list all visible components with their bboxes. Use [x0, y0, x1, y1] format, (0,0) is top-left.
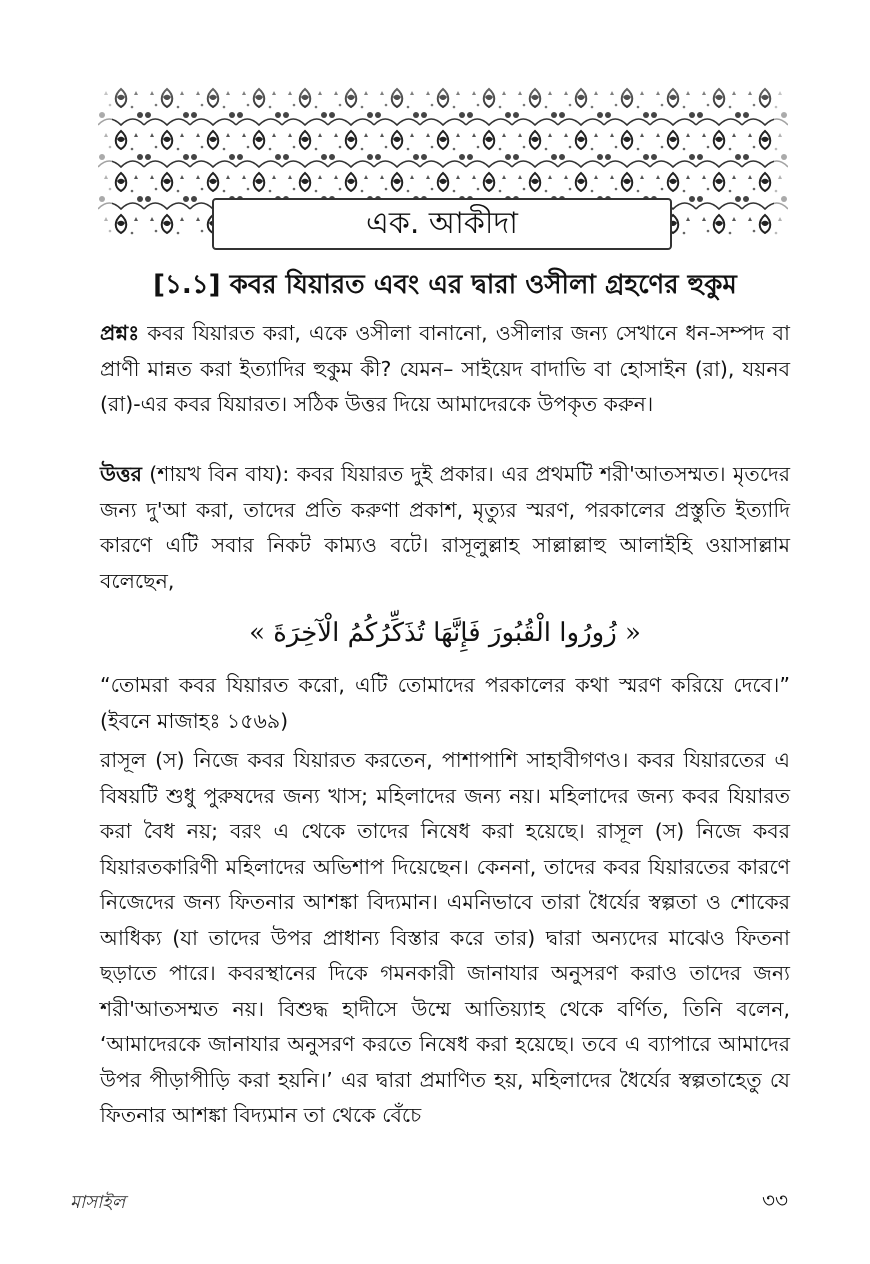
answer-text: (শায়খ বিন বায): কবর যিয়ারত দুই প্রকার। এর প্রথমটি শরী'আতসম্মত। মৃতদের জন্য দু'আ করা, তাদের প্রতি করুণা প্রকাশ, মৃত্যুর স্মরণ, পরকালের প্রস্তুতি ইত্যাদি কারণে এটি সবার নিকট কাম্যও বটে। রাসূলুল্লাহ সাল্লাল্লাহু আলাইহি ওয়াসাল্লাম বলেছেন, — [100, 462, 790, 593]
question-paragraph — [100, 316, 790, 423]
arabic-hadith-quote: « زُورُوا الْقُبُورَ فَإِنَّهَا تُذَكِّرُكُمُ الْآخِرَةَ » — [249, 618, 641, 648]
translation-text: “তোমরা কবর যিয়ারত করো, এটি তোমাদের পরকালের কথা স্মরণ করিয়ে দেবে।” (ইবনে মাজাহঃ ১৫৬৯) — [100, 673, 790, 733]
question-text: কবর যিয়ারত করা, একে ওসীলা বানানো, ওসীলার জন্য সেখানে ধন-সম্পদ বা প্রাণী মান্নত করা ইত্যাদির হুকুম কী? যেমন– সাইয়েদ বাদাভি বা হোসাইন (রা), যয়নব (রা)-এর কবর যিয়ারত। সঠিক উত্তর দিয়ে আমাদেরকে উপকৃত করুন। — [100, 321, 790, 416]
translation-paragraph — [100, 668, 790, 739]
page-number: ৩৩ — [761, 1188, 788, 1212]
answer-label: উত্তর — [100, 462, 142, 486]
section-heading: [১.১] কবর যিয়ারত এবং এর দ্বারা ওসীলা গ্রহণের হুকুম — [153, 270, 737, 300]
chapter-title-box — [212, 198, 672, 250]
footer-book-title: মাসাইল — [70, 1192, 126, 1213]
body-paragraph — [100, 743, 790, 1134]
answer-paragraph — [100, 457, 790, 599]
body-text: রাসূল (স) নিজে কবর যিয়ারত করতেন, পাশাপাশি সাহাবীগণও। কবর যিয়ারতের এ বিষয়টি শুধু পুরুষদের জন্য খাস; মহিলাদের জন্য নয়। মহিলাদের জন্য কবর যিয়ারত করা বৈধ নয়; বরং এ থেকে তাদের নিষেধ করা হয়েছে। রাসূল (স) নিজে কবর যিয়ারতকারিণী মহিলাদের অভিশাপ দিয়েছেন। কেননা, তাদের কবর যিয়ারতের কারণে নিজেদের জন্য ফিতনার আশঙ্কা বিদ্যমান। এমনিভাবে তারা ধৈর্যের স্বল্পতা ও শোকের আধিক্য (যা তাদের উপর প্রাধান্য বিস্তার করে তার) দ্বারা অন্যদের মাঝেও ফিতনা ছড়াতে পারে। কবরস্থানের দিকে গমনকারী জানাযার অনুসরণ করাও তাদের জন্য শরী'আতসম্মত নয়। বিশুদ্ধ হাদীসে উম্মে আতিয়্যাহ থেকে বর্ণিত, তিনি বলেন, ‘আমাদেরকে জানাযার অনুসরণ করতে নিষেধ করা হয়েছে। তবে এ ব্যাপারে আমাদের উপর পীড়াপীড়ি করা হয়নি।’ এর দ্বারা প্রমাণিত হয়, মহিলাদের ধৈর্যের স্বল্পতাহেতু যে ফিতনার আশঙ্কা বিদ্যমান তা থেকে বেঁচে — [100, 748, 790, 1127]
question-label: প্রশ্নঃ — [100, 321, 140, 345]
chapter-title: এক. আকীদা — [366, 205, 518, 241]
